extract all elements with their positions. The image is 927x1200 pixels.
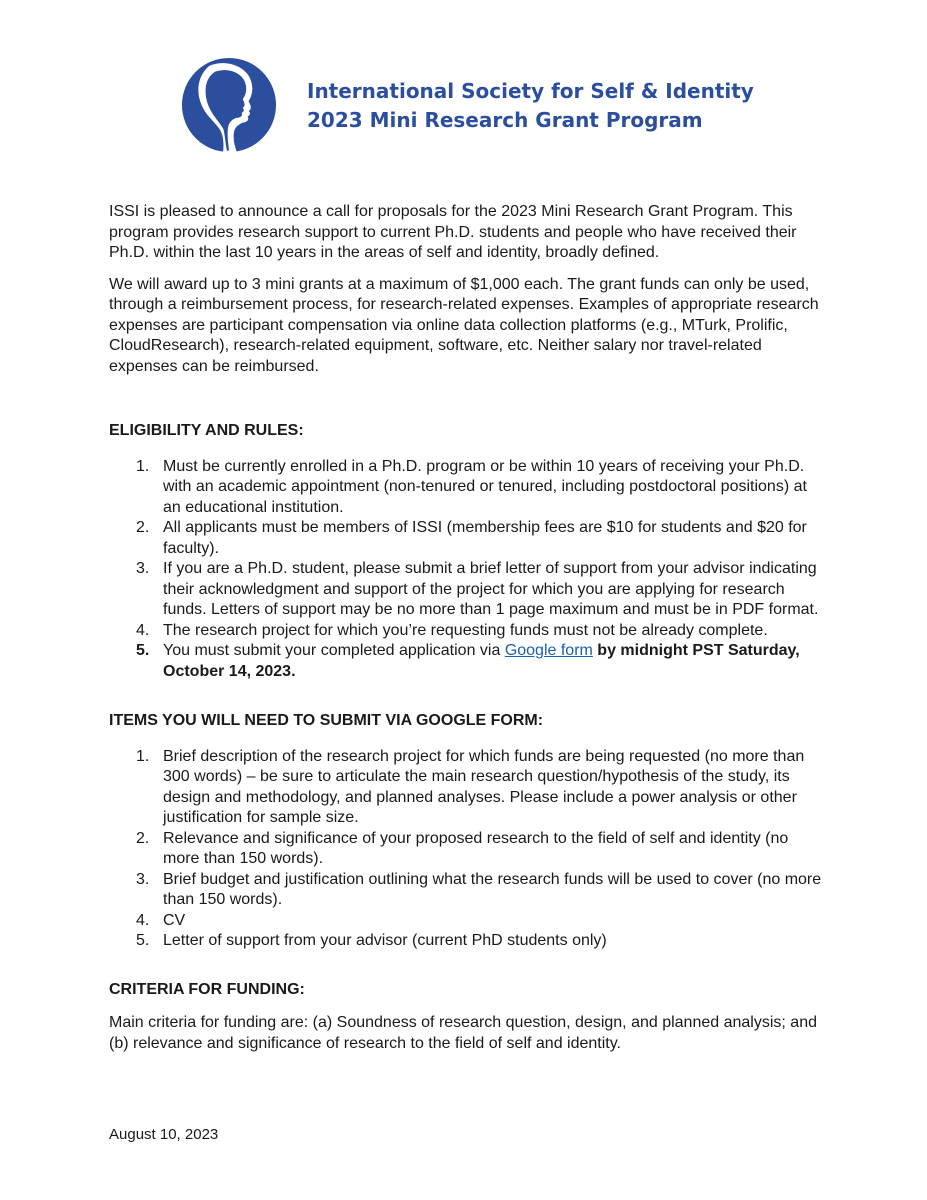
list-item: 3. Brief budget and justification outlining what the research funds will be used to cover (no more than 150 words).	[136, 870, 822, 908]
list-item: 1. Brief description of the research project for which funds are being requested (no more than 300 words) – be sure to articulate the main research question/hypothesis of the study, its design and methodology, and planned analyses. Please include a power analysis or other justification for sample size.	[136, 747, 805, 826]
list-item: 4. The research project for which you’re requesting funds must not be already complete.	[136, 621, 768, 639]
criteria-heading: CRITERIA FOR FUNDING:	[109, 980, 305, 998]
list-item: 4. CV	[136, 911, 186, 929]
document-body	[109, 202, 825, 1065]
list-item: 2. Relevance and significance of your proposed research to the field of self and identity (no more than 150 words).	[136, 829, 789, 867]
org-name: International Society for Self & Identity	[307, 79, 754, 103]
footer-date: August 10, 2023	[109, 1126, 219, 1143]
program-title: 2023 Mini Research Grant Program	[307, 108, 703, 132]
intro-paragraph: ISSI is pleased to announce a call for proposals for the 2023 Mini Research Grant Program. This program provides research support to current Ph.D. students and people who have received their Ph.D. within the last 10 years in the areas of self and identity, broadly defined.	[109, 203, 797, 261]
list-item: 5. You must submit your completed application via Google form by midnight PST Saturday, October 14, 2023.	[136, 642, 800, 680]
criteria-text: Main criteria for funding are: (a) Soundness of research question, design, and planned analysis; and (b) relevance and significance of research to the field of self and identity.	[109, 1014, 817, 1052]
list-item: 5. Letter of support from your advisor (current PhD students only)	[136, 932, 607, 949]
document-header	[307, 77, 754, 135]
intro-paragraph: We will award up to 3 mini grants at a maximum of $1,000 each. The grant funds can only be used, through a reimbursement process, for research-related expenses. Examples of appropriate research expenses are participant compensation via online data collection platforms (e.g., MTurk, Prolific, CloudResearch), research-related equipment, software, etc. Neither salary nor travel-related expenses can be reimbursed.	[109, 275, 819, 375]
profile-silhouette-icon	[180, 56, 278, 154]
list-item: 1. Must be currently enrolled in a Ph.D. program or be within 10 years of receiving your Ph.D. with an academic appointment (non-tenured or tenured, including postdoctoral positions) at an educational institution.	[136, 457, 807, 516]
list-item: 2. All applicants must be members of ISSI (membership fees are $10 for students and $20 for faculty).	[136, 519, 807, 557]
submit-items-list	[109, 747, 825, 952]
list-item: 3. If you are a Ph.D. student, please submit a brief letter of support from your advisor indicating their acknowledgment and support of the project for which you are applying for research funds. Letters of support may be no more than 1 page maximum and must be in PDF format.	[136, 560, 819, 618]
eligibility-list	[109, 457, 825, 683]
eligibility-heading: ELIGIBILITY AND RULES:	[109, 422, 304, 439]
google-form-link[interactable]: Google form	[504, 642, 593, 659]
submit-items-heading: ITEMS YOU WILL NEED TO SUBMIT VIA GOOGLE FORM:	[109, 712, 544, 729]
